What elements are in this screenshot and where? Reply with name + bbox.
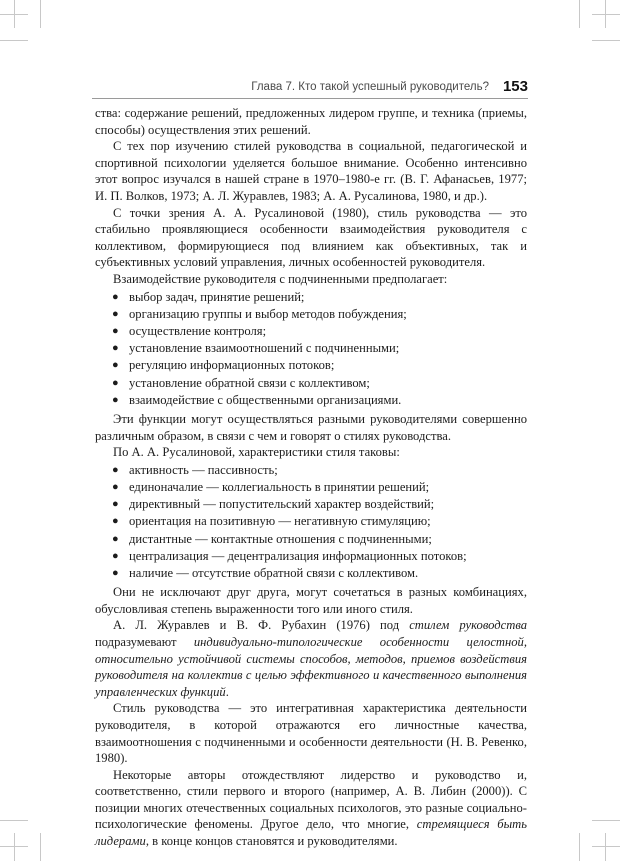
paragraph-continuation: ства: содержание решений, предложенных лидером группе, и техника (приемы, способы) осуществления этих решений.: [95, 106, 527, 137]
style-characteristics-list: [95, 462, 527, 582]
paragraph-functions-vary: Эти функции могут осуществляться разными руководителями совершенно различным образом, в связи с чем и говорят о стилях руководства.: [95, 411, 527, 443]
bullet-icon: ●: [112, 532, 119, 545]
bullet-icon: ●: [112, 463, 119, 476]
list-item: ● выбор задач, принятие решений;: [95, 289, 527, 306]
list-item: ● ориентация на позитивную — негативную стимуляцию;: [95, 513, 527, 530]
list-item: ● активность — пассивность;: [95, 462, 527, 479]
page-number: 153: [502, 78, 528, 95]
bullet-icon: ●: [112, 549, 119, 562]
crop-mark-bottom-left-inner: [40, 833, 41, 861]
list-item: ● установление взаимоотношений с подчиненными;: [95, 340, 527, 357]
list-item: ● осуществление контроля;: [95, 323, 527, 340]
bullet-icon: ●: [112, 393, 119, 406]
page-header: [92, 70, 528, 99]
crop-mark-bottom-right-h-inner: [592, 846, 620, 847]
list-item: ● взаимодействие с общественными организациями.: [95, 392, 527, 409]
running-head: Глава 7. Кто такой успешный руководитель?: [251, 80, 489, 93]
list-item: ● регуляцию информационных потоков;: [95, 357, 527, 374]
bullet-icon: ●: [112, 342, 119, 355]
paragraph-leadership-styles-research: С тех пор изучению стилей руководства в социальной, педагогической и спортивной психологии уделяется большое внимание. Особенно интенсивно этот вопрос изучался в нашей стране в 1970–1980-е гг. (В. Г. Афанасьев, 1977; И. П. Волков, 1973; А. Л. Журавлев, 1983; А. А. Русалинова, 1980, и др.).: [95, 139, 527, 203]
list-item: ● дистантные — контактные отношения с подчиненными;: [95, 531, 527, 548]
page-body: [95, 105, 527, 850]
bullet-icon: ●: [112, 566, 119, 579]
bullet-icon: ●: [112, 307, 119, 320]
list-item: ● наличие — отсутствие обратной связи с коллективом.: [95, 565, 527, 582]
paragraph-integrative-characteristic: Стиль руководства — это интегративная характеристика деятельности руководителя, в которой отражаются его личностные качества, взаимоотношения с подчиненными и особенности деятельности (Н. В. Ревенко, 1980).: [95, 701, 527, 766]
paragraph-leadership-vs-management: Некоторые авторы отождествляют лидерство и руководство и, соответственно, стили первого и второго (например, А. В. Либин (2000)). С позиции многих отечественных социальных психологов, это разные социально-психологические феномены. Другое дело, что многие, стремящиеся быть лидерами, в конце концов становятся и руководителями.: [95, 767, 527, 849]
paragraph-combinations: Они не исключают друг друга, могут сочетаться в разных комбинациях, обусловливая степень выраженности того или иного стиля.: [95, 585, 527, 616]
list-item: ● централизация — децентрализация информационных потоков;: [95, 548, 527, 565]
list-item: ● директивный — попустительский характер воздействий;: [95, 496, 527, 513]
crop-mark-bottom-right-inner: [605, 833, 606, 861]
bullet-icon: ●: [112, 515, 119, 528]
list-item: ● организацию группы и выбор методов побуждения;: [95, 306, 527, 323]
paragraph-zhuravlev-definition: А. Л. Журавлев и В. Ф. Рубахин (1976) под стилем руководства подразумевают индивидуально-типологические особенности целостной, относительно устойчивой системы способов, методов, приемов воздействия руководителя на коллектив с целью эффективного и качественного выполнения управленческих функций.: [95, 618, 527, 699]
crop-mark-top-left-h-inner: [0, 40, 28, 41]
bullet-icon: ●: [112, 324, 119, 337]
bullet-icon: ●: [112, 498, 119, 511]
crop-mark-top-right-h: [592, 14, 620, 15]
bullet-icon: ●: [112, 376, 119, 389]
crop-mark-top-right: [579, 0, 580, 28]
crop-mark-bottom-right-h: [592, 820, 620, 821]
paragraph-characteristics-intro: По А. А. Русалиновой, характеристики стиля таковы:: [113, 445, 400, 460]
paragraph-rusalinova-definition: С точки зрения А. А. Русалиновой (1980), стиль руководства — это стабильно проявляющиеся особенности взаимодействия руководителя с коллективом, формирующиеся под влиянием как объективных, так и субъективных условий управления, личных особенностей руководителя.: [95, 205, 527, 270]
list-item: ● единоначалие — коллегиальность в принятии решений;: [95, 479, 527, 496]
crop-mark-top-left-inner: [40, 0, 41, 28]
crop-mark-bottom-left: [14, 833, 15, 861]
crop-mark-bottom-right: [579, 833, 580, 861]
interaction-functions-list: [95, 289, 527, 409]
bullet-icon: ●: [112, 480, 119, 493]
crop-mark-bottom-left-h-inner: [0, 846, 28, 847]
list-item: ● установление обратной связи с коллективом;: [95, 375, 527, 392]
bullet-icon: ●: [112, 359, 119, 372]
crop-mark-top-left-h: [0, 14, 28, 15]
crop-mark-bottom-left-h: [0, 820, 28, 821]
crop-mark-top-right-h-inner: [592, 40, 620, 41]
bullet-icon: ●: [112, 290, 119, 303]
paragraph-interaction-intro: Взаимодействие руководителя с подчиненными предполагает:: [113, 271, 448, 286]
